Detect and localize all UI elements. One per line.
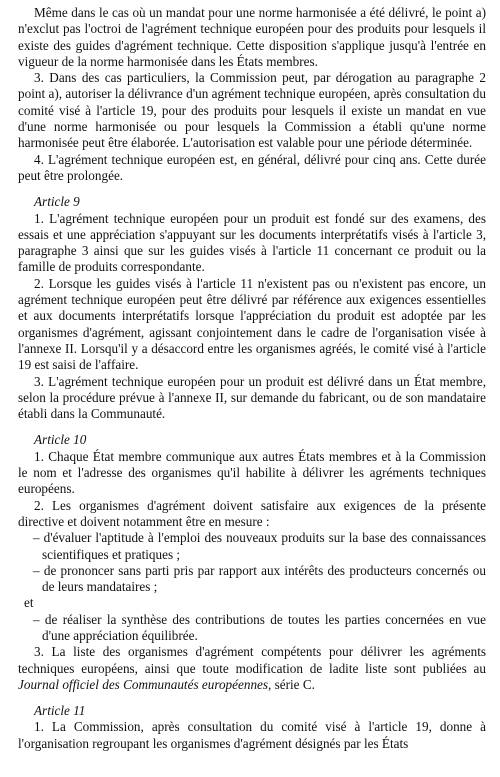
list-conjunction: et xyxy=(24,595,34,611)
paragraph-10-3-tail: , série C. xyxy=(268,676,315,692)
paragraph-10-3 xyxy=(18,644,486,693)
list-item: – de réaliser la synthèse des contributions de toutes les parties concernées en vue d'une appréciation équilibrée. xyxy=(33,611,486,643)
paragraph-8-3: 3. Dans des cas particuliers, la Commission peut, par dérogation au paragraphe 2 point a), autoriser la délivrance d'un agrément technique européen, après consultation du comité visé à l'article 19, pour des produits pour lesquels il existe un mandat en vue d'une norme harmonisée ou pour lesquels la Commission a établi qu'une norme harmonisée peut être élaborée. L'autorisation est valable pour une période déterminée. xyxy=(18,70,486,151)
paragraph-9-1: 1. L'agrément technique européen pour un produit est fondé sur des examens, des essais et une appréciation s'appuyant sur les documents interprétatifs visés à l'article 3, paragraphe 3 ainsi que sur les guides visés à l'article 11 concernant ce produit ou la famille de produits correspondante. xyxy=(18,210,486,275)
journal-title: Journal officiel des Communautés européennes xyxy=(18,676,269,692)
article-11-heading: Article 11 xyxy=(34,703,86,719)
paragraph-10-1: 1. Chaque État membre communique aux autres États membres et à la Commission le nom et l'adresse des organismes qu'il habilite à délivrer les agréments techniques européens. xyxy=(18,448,486,497)
paragraph-8-4: 4. L'agrément technique européen est, en général, délivré pour cinq ans. Cette durée peut être prolongée. xyxy=(18,151,486,183)
paragraph-10-2: 2. Les organismes d'agrément doivent satisfaire aux exigences de la présente directive et doivent notamment être en mesure : xyxy=(18,497,486,529)
article-9-heading: Article 9 xyxy=(34,194,80,210)
paragraph-10-3-text: 3. La liste des organismes d'agrément compétents pour délivrer les agréments techniques européens, ainsi que toute modification de ladite liste sont publiées au xyxy=(18,644,486,676)
paragraph-9-2: 2. Lorsque les guides visés à l'article 11 n'existent pas ou n'existent pas encore, un agrément technique européen peut être délivré par référence aux exigences essentielles et aux documents interprétatifs lorsque l'appréciation du produit est adoptée par les organismes d'agrément, agissant conjointement dans le cadre de l'organisation visée à l'annexe II. Lorsqu'il y a désaccord entre les organismes agréés, le comité visé à l'article 19 est saisi de l'affaire. xyxy=(18,275,486,373)
list-item: – d'évaluer l'aptitude à l'emploi des nouveaux produits sur la base des connaissances scientifiques et pratiques ; xyxy=(33,530,486,562)
article-10-heading: Article 10 xyxy=(34,432,87,448)
list-item: – de prononcer sans parti pris par rapport aux intérêts des producteurs concernés ou de leurs mandataires ; xyxy=(33,562,486,595)
paragraph-11-1: 1. La Commission, après consultation du comité visé à l'article 19, donne à l'organisation regroupant les organismes d'agrément désignés par les États xyxy=(18,719,486,751)
paragraph-mandat: Même dans le cas où un mandat pour une norme harmonisée a été délivré, le point a) n'exclut pas l'octroi de l'agrément technique européen pour des produits pour lesquels il existe des guides d'agrément technique. Cette disposition s'applique jusqu'à l'entrée en vigueur de la norme harmonisée dans les États membres. xyxy=(18,5,486,69)
paragraph-9-3: 3. L'agrément technique européen pour un produit est délivré dans un État membre, selon la procédure prévue à l'annexe II, sur demande du fabricant, ou de son mandataire établi dans la Communauté. xyxy=(18,373,486,422)
